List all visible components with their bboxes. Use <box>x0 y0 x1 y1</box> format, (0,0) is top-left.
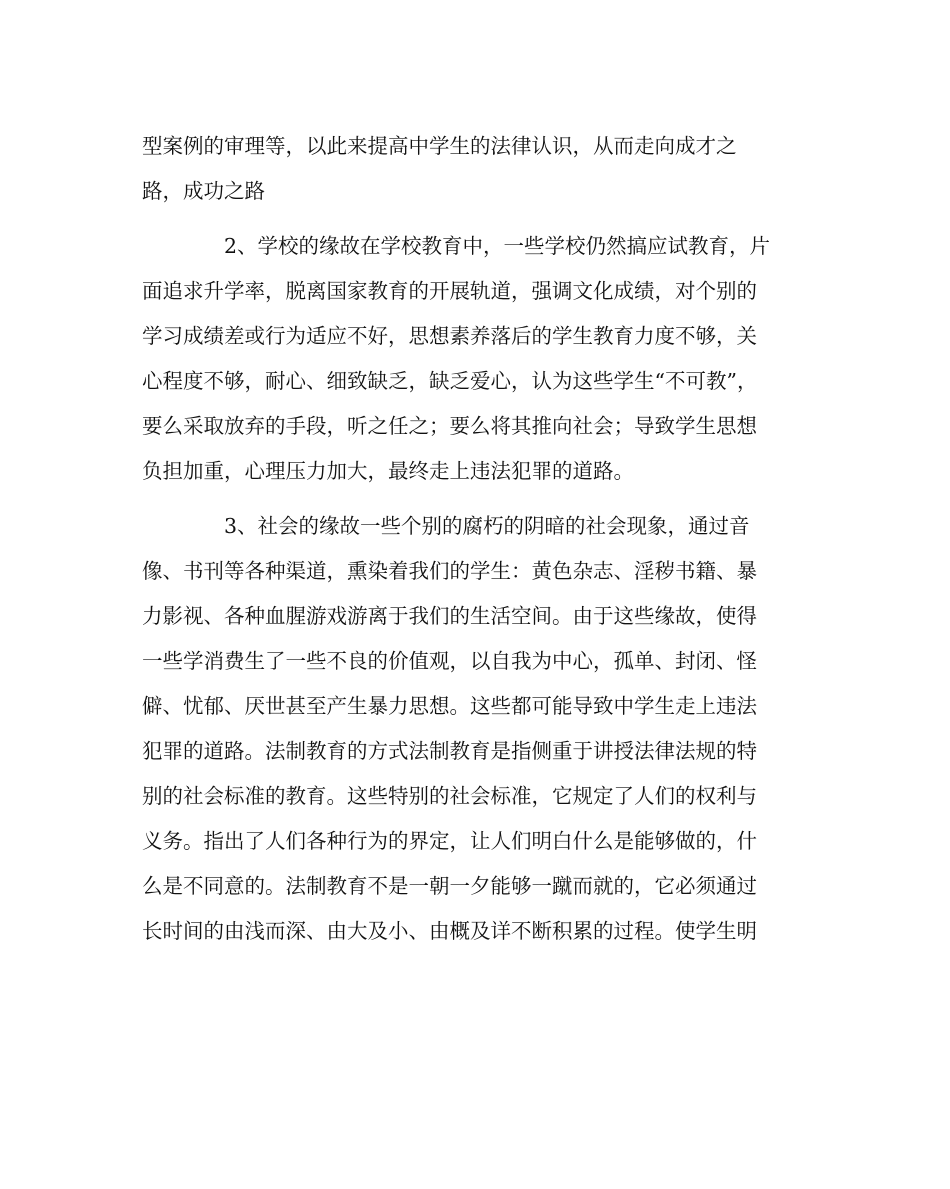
text-line: 么是不同意的。法制教育不是一朝一夕能够一蹴而就的，它必须通过 <box>142 874 757 898</box>
text-line: 型案例的审理等，以此来提高中学生的法律认识，从而走向成才之 <box>142 134 737 158</box>
text-line: 3、社会的缘故一些个别的腐朽的阴暗的社会现象，通过音 <box>224 514 750 538</box>
text-line: 面追求升学率，脱离国家教育的开展轨道，强调文化成绩，对个别的 <box>142 279 757 303</box>
text-line: 负担加重，心理压力加大，最终走上违法犯罪的道路。 <box>142 459 634 483</box>
text-line: 犯罪的道路。法制教育的方式法制教育是指侧重于讲授法律法规的特 <box>142 739 757 763</box>
text-line: 要么采取放弃的手段，听之任之；要么将其推向社会；导致学生思想 <box>142 414 757 438</box>
text-line: 义务。指出了人们各种行为的界定，让人们明白什么是能够做的，什 <box>142 829 757 853</box>
text-line: 像、书刊等各种渠道，熏染着我们的学生：黄色杂志、淫秽书籍、暴 <box>142 559 757 583</box>
document-body <box>142 124 802 954</box>
text-line: 长时间的由浅而深、由大及小、由概及详不断积累的过程。使学生明 <box>142 919 757 943</box>
paragraph-1 <box>142 124 802 214</box>
text-line: 别的社会标准的教育。这些特别的社会标准，它规定了人们的权利与 <box>142 784 757 808</box>
text-line: 2、学校的缘故在学校教育中，一些学校仍然搞应试教育，片 <box>224 234 771 258</box>
text-line: 心程度不够，耐心、细致缺乏，缺乏爱心，认为这些学生“不可教”， <box>142 369 758 393</box>
text-line: 力影视、各种血腥游戏游离于我们的生活空间。由于这些缘故，使得 <box>142 604 757 628</box>
text-line: 路，成功之路 <box>142 179 265 203</box>
text-line: 一些学消费生了一些不良的价值观，以自我为中心，孤单、封闭、怪 <box>142 649 757 673</box>
paragraph-2 <box>142 224 802 494</box>
text-line: 学习成绩差或行为适应不好，思想素养落后的学生教育力度不够，关 <box>142 324 757 348</box>
paragraph-3 <box>142 504 802 954</box>
text-line: 僻、忧郁、厌世甚至产生暴力思想。这些都可能导致中学生走上违法 <box>142 694 757 718</box>
